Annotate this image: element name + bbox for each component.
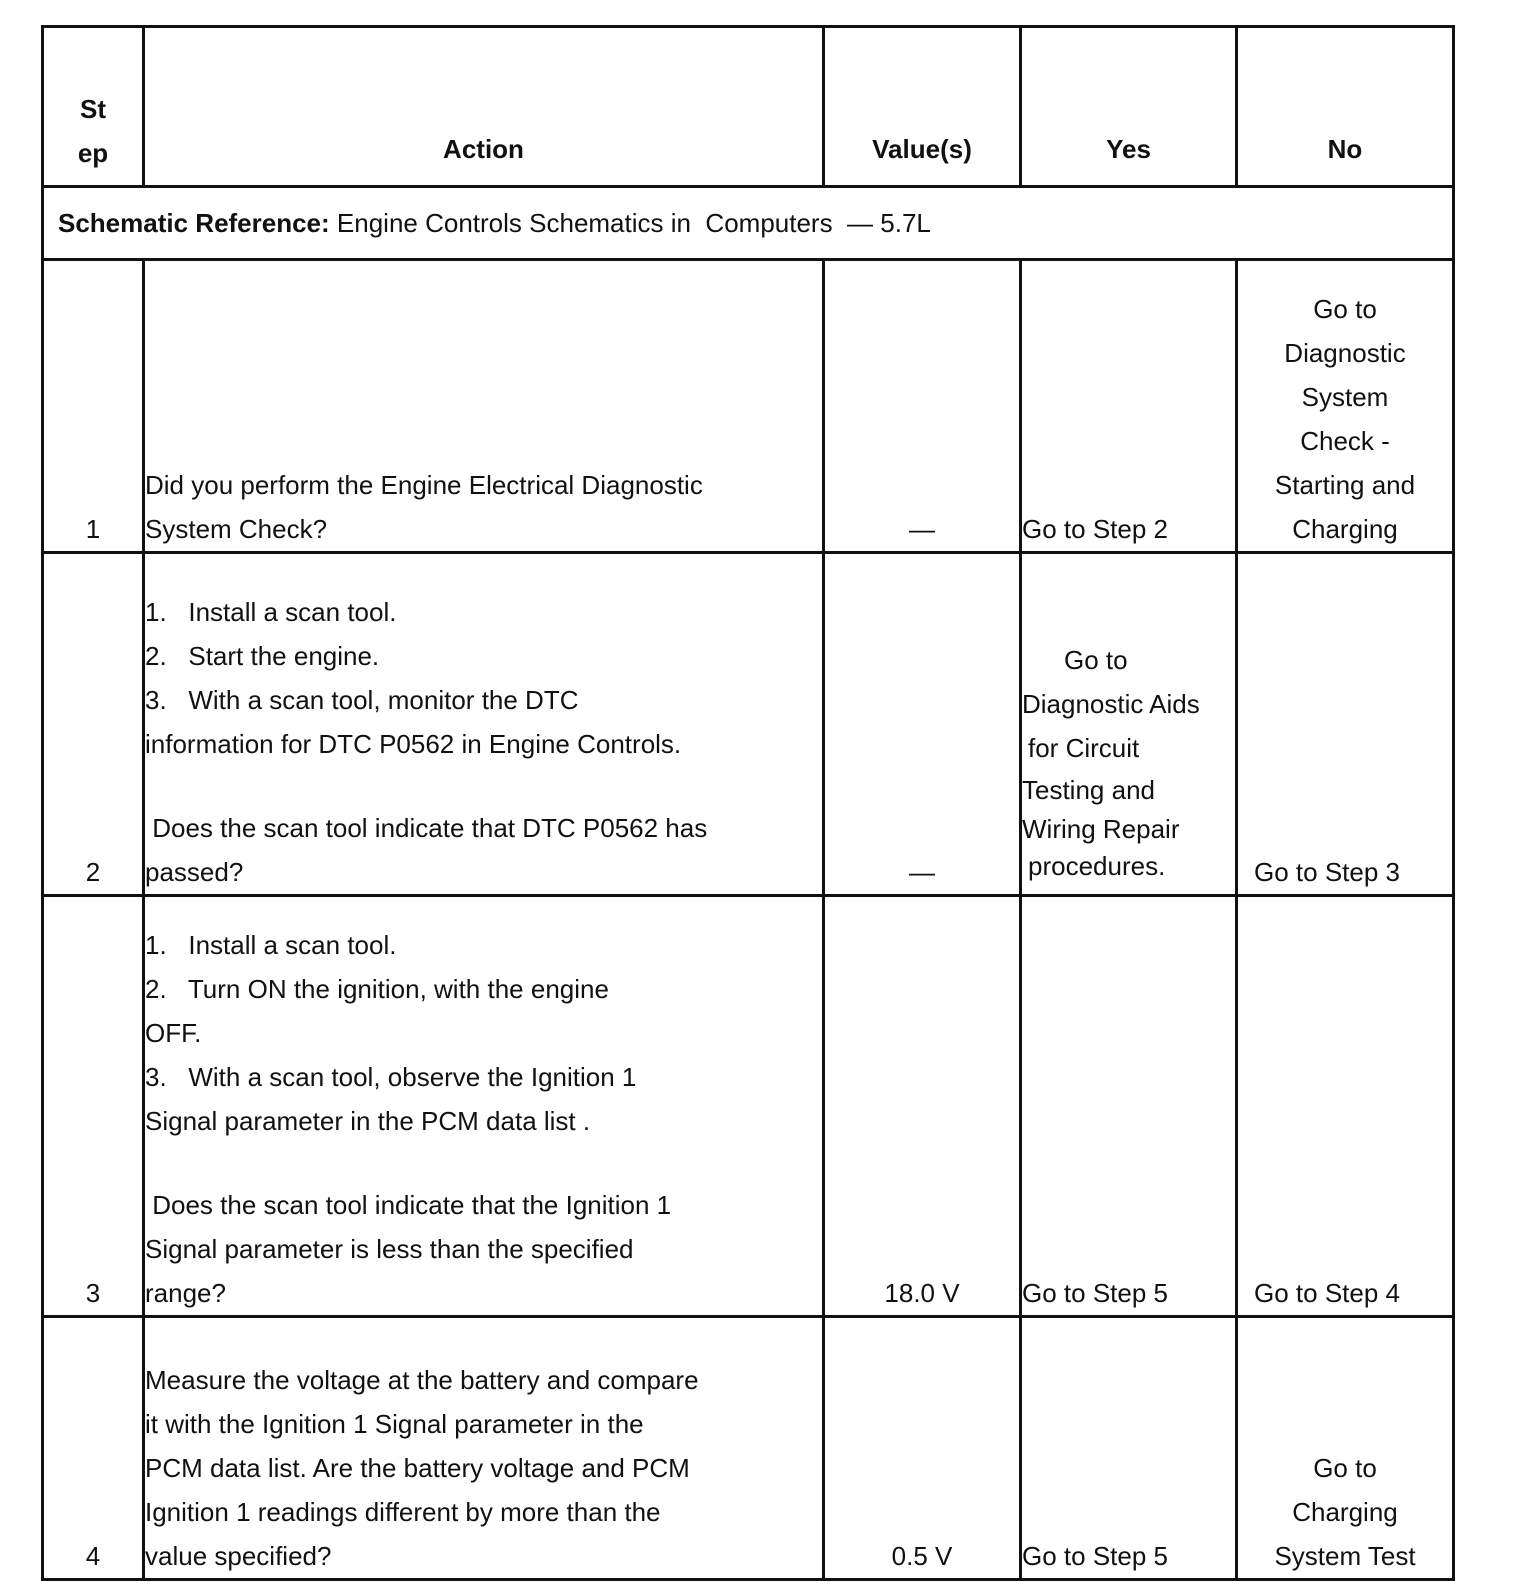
value-cell: — bbox=[824, 260, 1021, 553]
action-cell: Did you perform the Engine Electrical Diagnostic System Check? bbox=[144, 260, 824, 553]
no-cell: Go to Step 3 bbox=[1237, 553, 1454, 896]
no-cell: Go to Charging System Test bbox=[1237, 1317, 1454, 1580]
schematic-reference-label: Schematic Reference: bbox=[58, 208, 330, 238]
diagnostic-table bbox=[41, 25, 1455, 1581]
no-cell: Go to Step 4 bbox=[1237, 896, 1454, 1317]
schematic-reference bbox=[43, 187, 1454, 260]
value-cell: — bbox=[824, 553, 1021, 896]
schematic-reference-text: Engine Controls Schematics in Computers — 5.7L bbox=[336, 208, 931, 238]
header-row bbox=[43, 27, 1454, 187]
yes-cell: Go to Step 2 bbox=[1021, 260, 1237, 553]
yes-cell: Go to Diagnostic Aids for Circuit Testing and Wiring Repair procedures. bbox=[1021, 553, 1237, 896]
header-no: No bbox=[1237, 27, 1454, 187]
value-cell: 0.5 V bbox=[824, 1317, 1021, 1580]
no-cell: Go to Diagnostic System Check - Starting and Charging bbox=[1237, 260, 1454, 553]
table-row bbox=[43, 896, 1454, 1317]
table-row bbox=[43, 1317, 1454, 1580]
action-cell: 1. Install a scan tool. 2. Turn ON the ignition, with the engine OFF. 3. With a scan tool, observe the Ignition 1 Signal parameter in the PCM data list . Does the scan tool indicate that the Ignition 1 Signal parameter is less than the specified range? bbox=[144, 896, 824, 1317]
header-step: St ep bbox=[43, 27, 144, 187]
header-action: Action bbox=[144, 27, 824, 187]
yes-cell: Go to Step 5 bbox=[1021, 896, 1237, 1317]
action-cell: 1. Install a scan tool. 2. Start the engine. 3. With a scan tool, monitor the DTC information for DTC P0562 in Engine Controls. Does the scan tool indicate that DTC P0562 has passed? bbox=[144, 553, 824, 896]
header-yes: Yes bbox=[1021, 27, 1237, 187]
table-row bbox=[43, 260, 1454, 553]
value-cell: 18.0 V bbox=[824, 896, 1021, 1317]
step-number: 3 bbox=[43, 896, 144, 1317]
step-number: 2 bbox=[43, 553, 144, 896]
table-row bbox=[43, 553, 1454, 896]
header-values: Value(s) bbox=[824, 27, 1021, 187]
schematic-reference-row bbox=[43, 187, 1454, 260]
step-number: 4 bbox=[43, 1317, 144, 1580]
action-cell: Measure the voltage at the battery and compare it with the Ignition 1 Signal parameter in the PCM data list. Are the battery voltage and PCM Ignition 1 readings different by more than the value specified? bbox=[144, 1317, 824, 1580]
step-number: 1 bbox=[43, 260, 144, 553]
yes-cell: Go to Step 5 bbox=[1021, 1317, 1237, 1580]
